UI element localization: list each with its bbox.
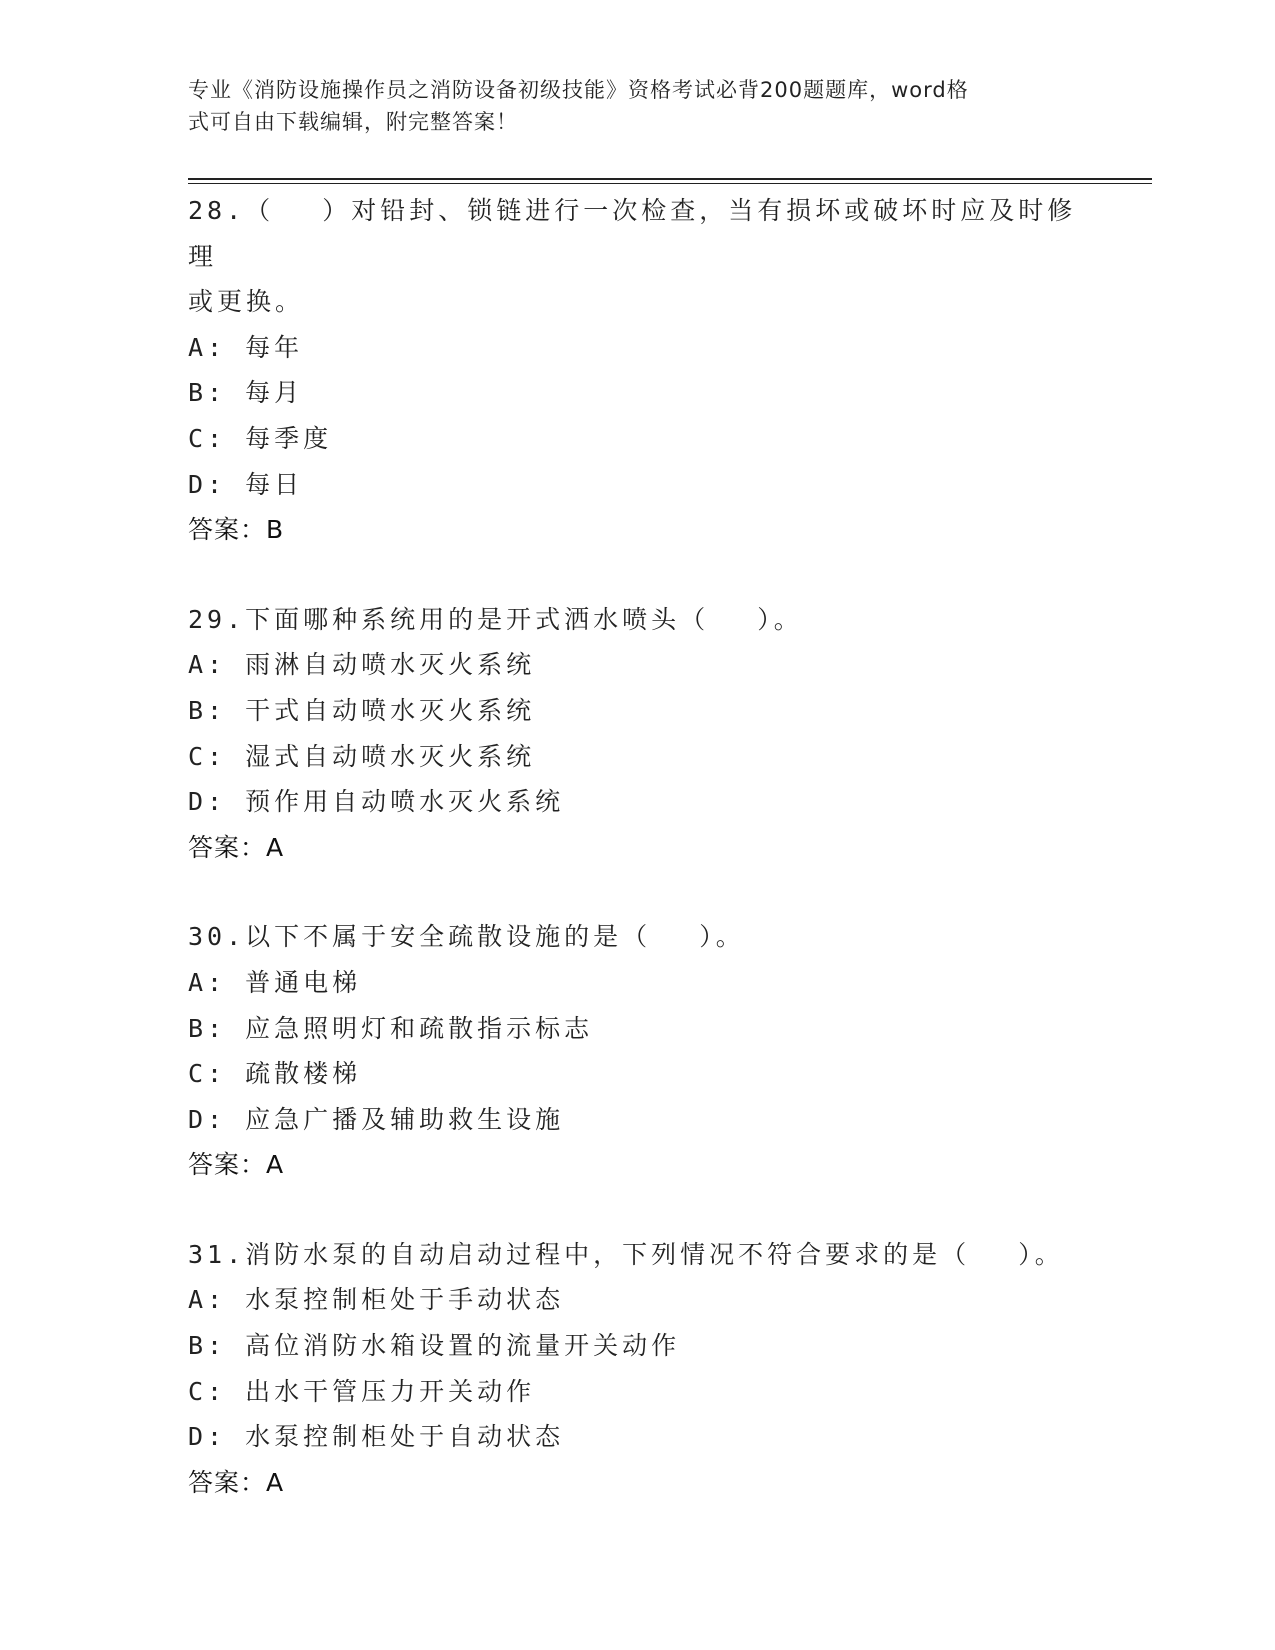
option-text: 普通电梯 [245, 967, 362, 997]
option-key: A: [188, 332, 227, 362]
option-key: D: [188, 787, 227, 817]
header-line-2: 式可自由下载编辑，附完整答案！ [188, 110, 518, 134]
question-stem: 29.下面哪种系统用的是开式洒水喷头（ ）。 [188, 604, 803, 634]
option-a [188, 1277, 1088, 1323]
option-key: A: [188, 650, 227, 680]
option-text: 高位消防水箱设置的流量开关动作 [245, 1331, 681, 1361]
option-text: 预作用自动喷水灭火系统 [245, 787, 565, 817]
document-header [188, 74, 1088, 138]
option-text: 每季度 [245, 423, 333, 453]
option-text: 应急照明灯和疏散指示标志 [245, 1013, 594, 1043]
option-d [188, 1414, 1088, 1460]
option-key: B: [188, 1013, 227, 1043]
question-stem: 31.消防水泵的自动启动过程中，下列情况不符合要求的是（ ）。 [188, 1239, 1064, 1269]
option-text: 出水干管压力开关动作 [245, 1376, 536, 1406]
option-c [188, 1051, 1088, 1097]
question-stem-continued: 或更换。 [188, 287, 305, 317]
option-text: 干式自动喷水灭火系统 [245, 695, 536, 725]
option-a [188, 325, 1088, 371]
option-a [188, 642, 1088, 688]
option-text: 应急广播及辅助救生设施 [245, 1104, 565, 1134]
option-key: C: [188, 741, 227, 771]
question-stem: 28.（ ）对铅封、锁链进行一次检查，当有损坏或破坏时应及时修理 [188, 196, 1077, 271]
option-b [188, 1323, 1088, 1369]
option-a [188, 960, 1088, 1006]
option-c [188, 1369, 1088, 1415]
question-28 [188, 188, 1088, 553]
question-31 [188, 1232, 1088, 1506]
answer-label: 答案：A [188, 1467, 285, 1497]
question-30 [188, 914, 1088, 1188]
header-divider-thick [188, 178, 1152, 180]
option-d [188, 462, 1088, 508]
option-key: D: [188, 1104, 227, 1134]
option-d [188, 779, 1088, 825]
option-key: C: [188, 1376, 227, 1406]
option-key: B: [188, 1331, 227, 1361]
option-d [188, 1097, 1088, 1143]
option-b [188, 370, 1088, 416]
option-key: A: [188, 967, 227, 997]
answer-label: 答案：B [188, 515, 285, 545]
option-key: B: [188, 695, 227, 725]
option-text: 每月 [245, 378, 304, 408]
header-divider-thin [188, 183, 1152, 184]
option-text: 每日 [245, 469, 304, 499]
option-b [188, 688, 1088, 734]
option-c [188, 734, 1088, 780]
question-stem: 30.以下不属于安全疏散设施的是（ ）。 [188, 922, 745, 952]
option-text: 水泵控制柜处于自动状态 [245, 1422, 565, 1452]
option-key: D: [188, 469, 227, 499]
question-29 [188, 597, 1088, 871]
option-text: 雨淋自动喷水灭火系统 [245, 650, 536, 680]
answer-label: 答案：A [188, 832, 285, 862]
answer-label: 答案：A [188, 1150, 285, 1180]
option-key: C: [188, 423, 227, 453]
option-key: A: [188, 1285, 227, 1315]
option-key: B: [188, 378, 227, 408]
question-list [188, 188, 1088, 1549]
option-key: D: [188, 1422, 227, 1452]
header-line-1: 专业《消防设施操作员之消防设备初级技能》资格考试必背200题题库，word格 [188, 78, 969, 102]
option-b [188, 1006, 1088, 1052]
option-key: C: [188, 1059, 227, 1089]
option-text: 疏散楼梯 [245, 1059, 362, 1089]
option-text: 每年 [245, 332, 304, 362]
option-text: 水泵控制柜处于手动状态 [245, 1285, 565, 1315]
option-c [188, 416, 1088, 462]
option-text: 湿式自动喷水灭火系统 [245, 741, 536, 771]
